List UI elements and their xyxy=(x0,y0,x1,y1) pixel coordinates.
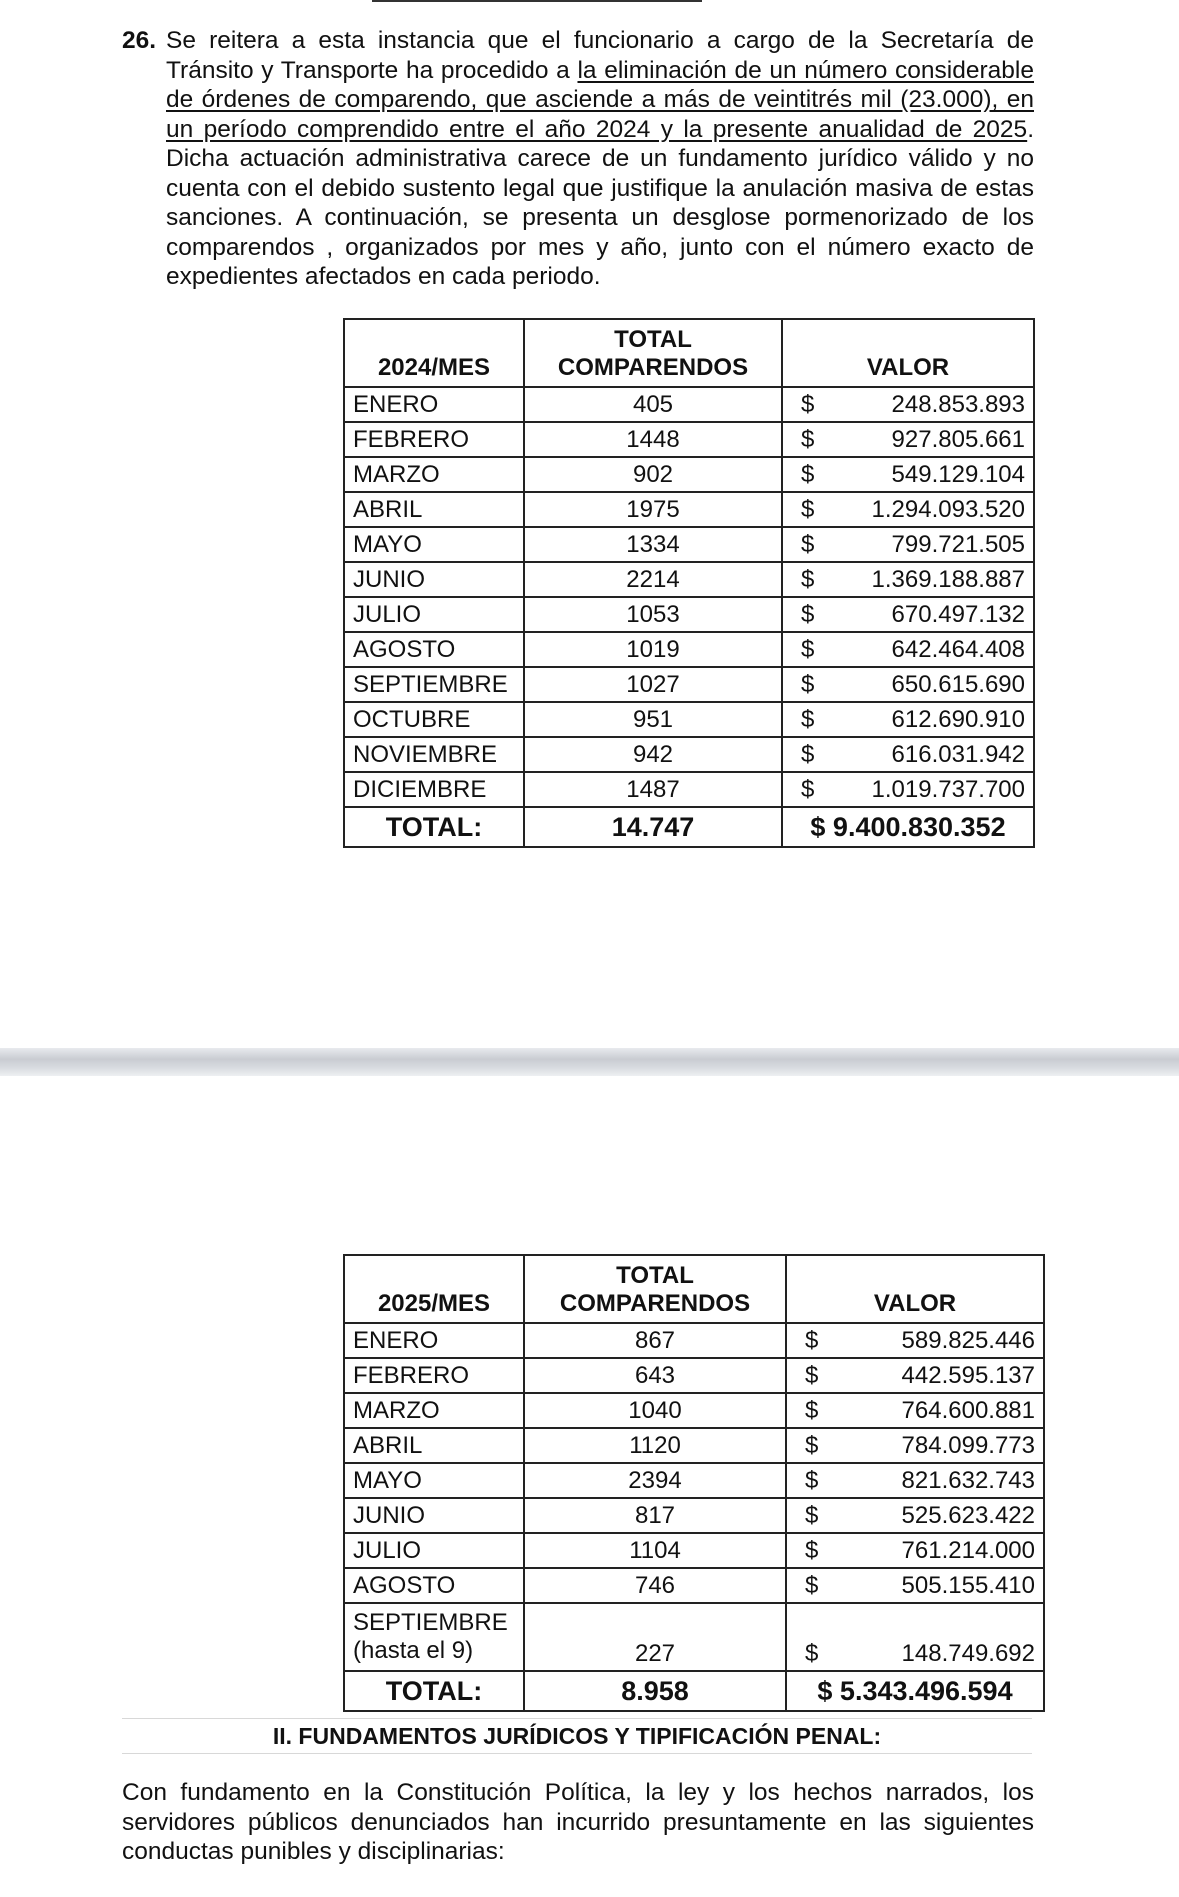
value-wrap xyxy=(783,563,1033,596)
value-wrap xyxy=(787,1672,1043,1710)
count-cell: 942 xyxy=(524,737,782,772)
section-title: II. FUNDAMENTOS JURÍDICOS Y TIPIFICACIÓN PENAL: xyxy=(122,1718,1032,1754)
value-wrap xyxy=(783,598,1033,631)
value-amount: 784.099.773 xyxy=(901,1432,1035,1459)
value-cell xyxy=(786,1323,1044,1358)
month-cell: ENERO xyxy=(344,387,524,422)
currency-symbol: $ xyxy=(805,1572,819,1599)
count-cell: 746 xyxy=(524,1568,786,1603)
value-cell xyxy=(782,702,1034,737)
value-cell xyxy=(782,457,1034,492)
total-label: TOTAL: xyxy=(344,1671,524,1711)
month-cell: MARZO xyxy=(344,457,524,492)
header-count-line1: TOTAL xyxy=(614,326,692,353)
value-wrap xyxy=(787,1637,1043,1670)
value-wrap xyxy=(783,493,1033,526)
value-amount: 616.031.942 xyxy=(891,741,1025,768)
value-cell xyxy=(782,597,1034,632)
count-cell: 1053 xyxy=(524,597,782,632)
header-count-line1: TOTAL xyxy=(616,1262,694,1289)
table-2025 xyxy=(343,1254,1045,1712)
total-count: 8.958 xyxy=(524,1671,786,1711)
count-cell: 227 xyxy=(524,1603,786,1671)
currency-symbol: $ xyxy=(801,776,815,803)
table-header-row xyxy=(344,319,1034,387)
value-cell xyxy=(786,1428,1044,1463)
value-cell xyxy=(782,667,1034,702)
currency-symbol: $ xyxy=(801,566,815,593)
value-amount: 761.214.000 xyxy=(901,1537,1035,1564)
month-cell: JULIO xyxy=(344,597,524,632)
count-cell: 2394 xyxy=(524,1463,786,1498)
header-value: VALOR xyxy=(786,1255,1044,1323)
table-row xyxy=(344,667,1034,702)
total-row xyxy=(344,807,1034,847)
table-row xyxy=(344,422,1034,457)
value-amount: 927.805.661 xyxy=(891,426,1025,453)
month-cell: NOVIEMBRE xyxy=(344,737,524,772)
currency-symbol: $ xyxy=(805,1362,819,1389)
value-cell xyxy=(786,1568,1044,1603)
paragraph-text-before: Se reitera a esta instancia que el funcionario a cargo de la Secretaría de Tránsito y Transporte ha procedido a xyxy=(166,27,1034,84)
table-row xyxy=(344,492,1034,527)
count-cell: 1120 xyxy=(524,1428,786,1463)
table-row xyxy=(344,1498,1044,1533)
value-wrap xyxy=(787,1534,1043,1567)
value-cell xyxy=(786,1671,1044,1711)
value-cell xyxy=(782,562,1034,597)
value-amount: 148.749.692 xyxy=(901,1640,1035,1667)
month-cell: SEPTIEMBRE xyxy=(344,667,524,702)
month-cell: AGOSTO xyxy=(344,632,524,667)
value-wrap xyxy=(787,1499,1043,1532)
currency-symbol: $ xyxy=(801,461,815,488)
currency-symbol: $ xyxy=(801,496,815,523)
value-wrap xyxy=(787,1569,1043,1602)
header-count xyxy=(524,1255,786,1323)
value-wrap xyxy=(783,388,1033,421)
table-row xyxy=(344,387,1034,422)
currency-symbol: $ xyxy=(805,1467,819,1494)
table-row xyxy=(344,737,1034,772)
month-cell: FEBRERO xyxy=(344,422,524,457)
value-wrap xyxy=(787,1359,1043,1392)
table-row xyxy=(344,1603,1044,1671)
table-2024-body xyxy=(344,319,1034,847)
currency-symbol: $ xyxy=(801,671,815,698)
header-month: 2024/MES xyxy=(344,319,524,387)
value-wrap xyxy=(787,1429,1043,1462)
value-amount: 248.853.893 xyxy=(891,391,1025,418)
value-cell xyxy=(782,632,1034,667)
value-amount: 670.497.132 xyxy=(891,601,1025,628)
month-cell: MARZO xyxy=(344,1393,524,1428)
month-cell: JULIO xyxy=(344,1533,524,1568)
value-amount: 1.294.093.520 xyxy=(871,496,1025,523)
table-row xyxy=(344,1428,1044,1463)
value-cell xyxy=(786,1533,1044,1568)
value-wrap xyxy=(783,668,1033,701)
value-cell xyxy=(782,422,1034,457)
count-cell: 1975 xyxy=(524,492,782,527)
value-amount: 589.825.446 xyxy=(901,1327,1035,1354)
month-cell xyxy=(344,1603,524,1671)
table-row xyxy=(344,702,1034,737)
value-amount: 505.155.410 xyxy=(901,1572,1035,1599)
value-amount: 1.369.188.887 xyxy=(871,566,1025,593)
value-wrap xyxy=(783,703,1033,736)
value-wrap xyxy=(787,1324,1043,1357)
currency-symbol: $ xyxy=(805,1397,819,1424)
count-cell: 817 xyxy=(524,1498,786,1533)
currency-symbol: $ xyxy=(801,391,815,418)
paragraph-text-after: . Dicha actuación administrativa carece de un fundamento jurídico válido y no cuenta con el debido sustento legal que justifique la anulación masiva de estas sanciones. A continuación, se presenta un desglose pormenorizado de los comparendos , organizados por mes y año, junto con el número exacto de expedientes afectados en cada periodo. xyxy=(166,115,1034,290)
month-cell: OCTUBRE xyxy=(344,702,524,737)
table-row xyxy=(344,772,1034,807)
page-seam xyxy=(0,1048,1179,1076)
count-cell: 1040 xyxy=(524,1393,786,1428)
month-line1: SEPTIEMBRE xyxy=(353,1609,508,1636)
count-cell: 1334 xyxy=(524,527,782,562)
header-count xyxy=(524,319,782,387)
value-cell xyxy=(782,527,1034,562)
value-amount: 650.615.690 xyxy=(891,671,1025,698)
table-row xyxy=(344,457,1034,492)
total-count: 14.747 xyxy=(524,807,782,847)
currency-symbol: $ xyxy=(801,601,815,628)
value-amount: 549.129.104 xyxy=(891,461,1025,488)
currency-symbol: $ xyxy=(805,1502,819,1529)
value-wrap xyxy=(783,738,1033,771)
value-wrap xyxy=(783,458,1033,491)
value-wrap xyxy=(783,808,1033,846)
currency-symbol: $ xyxy=(801,531,815,558)
month-cell: ENERO xyxy=(344,1323,524,1358)
value-cell xyxy=(782,492,1034,527)
value-amount: 1.019.737.700 xyxy=(871,776,1025,803)
table-2024 xyxy=(343,318,1035,848)
month-cell: JUNIO xyxy=(344,1498,524,1533)
paragraph-number: 26. xyxy=(122,27,157,54)
value-amount: 821.632.743 xyxy=(901,1467,1035,1494)
currency-symbol: $ xyxy=(805,1640,819,1667)
currency-symbol: $ xyxy=(805,1327,819,1354)
value-wrap xyxy=(787,1464,1043,1497)
table-row xyxy=(344,527,1034,562)
value-amount: $ 9.400.830.352 xyxy=(810,812,1006,842)
count-cell: 643 xyxy=(524,1358,786,1393)
table-row xyxy=(344,1533,1044,1568)
table-row xyxy=(344,632,1034,667)
count-cell: 405 xyxy=(524,387,782,422)
month-cell: ABRIL xyxy=(344,1428,524,1463)
count-cell: 1448 xyxy=(524,422,782,457)
count-cell: 867 xyxy=(524,1323,786,1358)
total-row xyxy=(344,1671,1044,1711)
header-month: 2025/MES xyxy=(344,1255,524,1323)
table-row xyxy=(344,1463,1044,1498)
value-amount: 642.464.408 xyxy=(891,636,1025,663)
header-value: VALOR xyxy=(782,319,1034,387)
value-amount: 442.595.137 xyxy=(901,1362,1035,1389)
section-paragraph: Con fundamento en la Constitución Política, la ley y los hechos narrados, los servidores públicos denunciados han incurrido presuntamente en las siguientes conductas punibles y disciplinarias: xyxy=(122,1779,1034,1865)
count-cell: 902 xyxy=(524,457,782,492)
paragraph-26 xyxy=(122,26,1034,292)
currency-symbol: $ xyxy=(805,1432,819,1459)
table-row xyxy=(344,1323,1044,1358)
currency-symbol: $ xyxy=(805,1537,819,1564)
month-cell: ABRIL xyxy=(344,492,524,527)
month-cell: MAYO xyxy=(344,527,524,562)
value-cell xyxy=(786,1498,1044,1533)
table-header-row xyxy=(344,1255,1044,1323)
currency-symbol: $ xyxy=(801,636,815,663)
value-cell xyxy=(786,1393,1044,1428)
value-amount: 612.690.910 xyxy=(891,706,1025,733)
value-amount: 799.721.505 xyxy=(891,531,1025,558)
header-count-line2: COMPARENDOS xyxy=(559,1290,751,1317)
value-cell xyxy=(786,1358,1044,1393)
value-cell xyxy=(786,1603,1044,1671)
value-amount: 525.623.422 xyxy=(901,1502,1035,1529)
table-row xyxy=(344,597,1034,632)
value-wrap xyxy=(783,528,1033,561)
value-wrap xyxy=(783,423,1033,456)
count-cell: 951 xyxy=(524,702,782,737)
month-cell: AGOSTO xyxy=(344,1568,524,1603)
top-rule xyxy=(372,0,702,2)
table-row xyxy=(344,562,1034,597)
currency-symbol: $ xyxy=(801,426,815,453)
count-cell: 2214 xyxy=(524,562,782,597)
table-row xyxy=(344,1358,1044,1393)
currency-symbol: $ xyxy=(801,741,815,768)
count-cell: 1019 xyxy=(524,632,782,667)
value-cell xyxy=(782,387,1034,422)
value-cell xyxy=(782,807,1034,847)
month-line2: (hasta el 9) xyxy=(353,1637,474,1664)
table-row xyxy=(344,1393,1044,1428)
paragraph-body xyxy=(166,26,1034,292)
table-row xyxy=(344,1568,1044,1603)
month-cell: DICIEMBRE xyxy=(344,772,524,807)
value-wrap xyxy=(787,1394,1043,1427)
value-cell xyxy=(786,1463,1044,1498)
value-wrap xyxy=(783,633,1033,666)
month-cell: FEBRERO xyxy=(344,1358,524,1393)
value-amount: $ 5.343.496.594 xyxy=(817,1676,1013,1706)
count-cell: 1487 xyxy=(524,772,782,807)
count-cell: 1027 xyxy=(524,667,782,702)
paragraph-underlined-text: la eliminación de un número considerable de órdenes de comparendo, que asciende a más de veintitrés mil (23.000), en un período comprendido entre el año 2024 y la presente anualidad de 2025 xyxy=(166,56,1034,143)
count-cell: 1104 xyxy=(524,1533,786,1568)
month-cell: MAYO xyxy=(344,1463,524,1498)
currency-symbol: $ xyxy=(801,706,815,733)
value-amount: 764.600.881 xyxy=(901,1397,1035,1424)
table-2025-body xyxy=(344,1255,1044,1711)
header-count-line2: COMPARENDOS xyxy=(557,354,749,381)
month-cell: JUNIO xyxy=(344,562,524,597)
value-cell xyxy=(782,772,1034,807)
value-cell xyxy=(782,737,1034,772)
total-label: TOTAL: xyxy=(344,807,524,847)
value-wrap xyxy=(783,773,1033,806)
